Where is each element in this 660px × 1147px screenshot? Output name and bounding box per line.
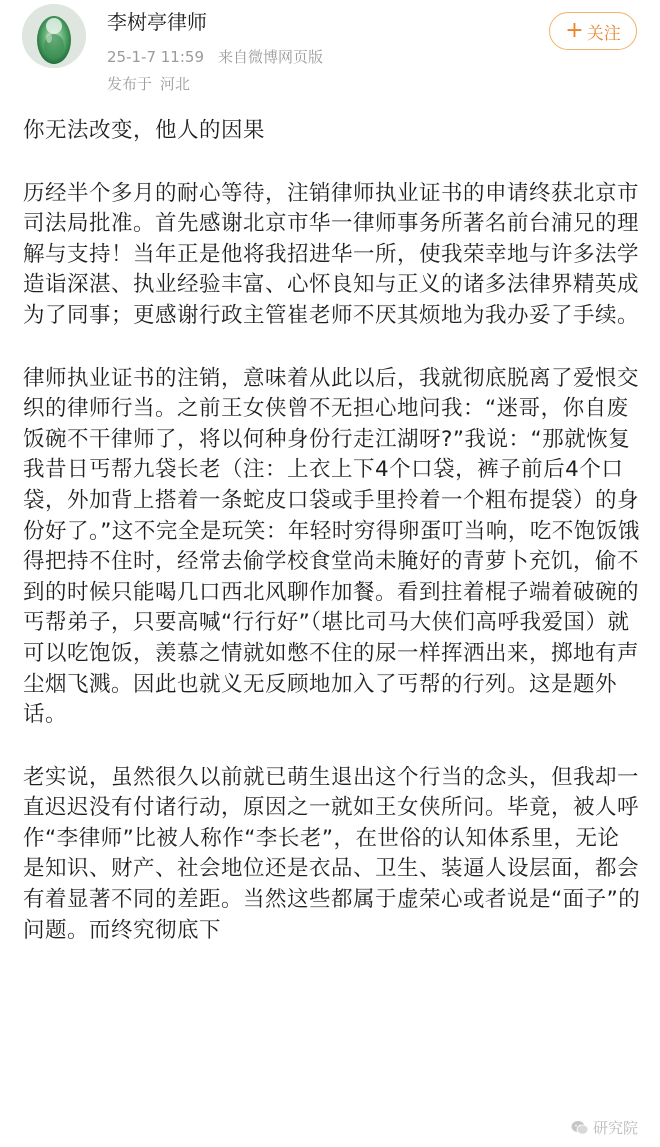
post-body	[23, 116, 641, 946]
paragraph-3: 老实说，虽然很久以前就已萌生退出这个行当的念头，但我却一直迟迟没有付诸行动，原因之一就如王女侠所问。毕竟，被人呼作“李律师”比被人称作“李长老”，在世俗的认知体系里，无论是知识、财产、社会地位还是衣品、卫生、装逼人设层面，都会有着显著不同的差距。当然这些都属于虚荣心或者说是“面子”的问题。而终究彻底下	[23, 764, 641, 943]
watermark	[567, 1117, 642, 1138]
post-header	[0, 0, 660, 110]
jade-buddha-avatar-icon	[22, 4, 86, 68]
follow-label: 关注	[586, 23, 621, 44]
paragraph-2: 律师执业证书的注销，意味着从此以后，我就彻底脱离了爱恨交织的律师行当。之前王女侠曾不无担心地问我：“迷哥，你自废饭碗不干律师了，将以何种身份行走江湖呀?”我说：“那就恢复我昔日丐帮九袋长老（注：上衣上下4个口袋，裤子前后4个口袋，外加背上搭着一条蛇皮口袋或手里拎着一个粗布提袋）的身份好了。”这不完全是玩笑：年轻时穷得卵蛋叮当响，吃不饱饭饿得把持不住时，经常去偷学校食堂尚未腌好的青萝卜充饥，偷不到的时候只能喝几口西北风聊作加餐。看到拄着棍子端着破碗的丐帮弟子，只要高喊“行行好”（堪比司马大侠们高呼我爱国）就可以吃饱饭，羡慕之情就如憋不住的尿一样挥洒出来，掷地有声尘烟飞溅。因此也就义无反顾地加入了丐帮的行列。这是题外话。	[23, 365, 640, 728]
avatar[interactable]	[22, 4, 86, 68]
follow-button[interactable]	[549, 12, 637, 50]
location-value: 河北	[160, 75, 191, 93]
post-meta	[107, 46, 323, 68]
watermark-text: 研究院	[592, 1119, 638, 1137]
location-label: 发布于	[107, 75, 153, 93]
post-title-line: 你无法改变，他人的因果	[23, 118, 266, 143]
post-date: 25-1-7 11:59	[107, 48, 204, 66]
post-source: 来自微博网页版	[218, 48, 324, 66]
plus-icon: +	[565, 18, 584, 43]
wechat-icon	[571, 1120, 589, 1136]
author-name[interactable]: 李树亭律师	[107, 10, 207, 34]
paragraph-1: 历经半个多月的耐心等待，注销律师执业证书的申请终获北京市司法局批准。首先感谢北京市华一律师事务所著名前台浦兄的理解与支持！当年正是他将我招进华一所，使我荣幸地与许多法学造诣深湛、执业经验丰富、心怀良知与正义的诸多法律界精英成为了同事；更感谢行政主管崔老师不厌其烦地为我办妥了手续。	[23, 180, 640, 328]
post-location	[107, 73, 190, 95]
